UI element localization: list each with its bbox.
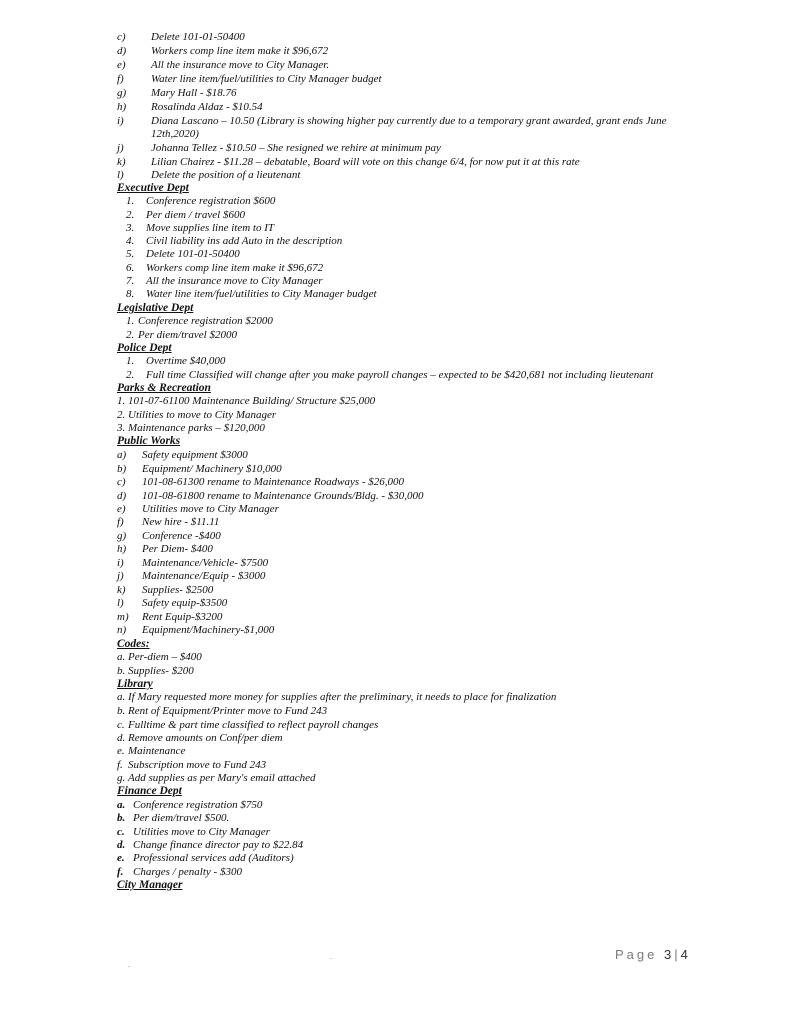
page-separator: | xyxy=(674,947,681,962)
section-heading: Legislative Dept xyxy=(117,302,194,314)
scan-speck xyxy=(128,966,130,967)
document-page: c) Delete 101-01-50400 d) Workers comp line item make it $96,672 e) All the insurance move to City Manager. f) Water line item/fuel/utilities to City Manager budget g) Mary Hall - $18.76 h) Rosalinda Aldaz - $10.54 i) Diana Lascano – 10.50 (Library is showing higher pay currently due to a temporary grant awarded, grant ends June 12th,2020) j) Johanna Tellez - $10.50 – She resigned we rehire at minimum pay k) Lilian Chairez - $11.28 – debatable, Board will vote on this change 6/4, for now put it at this rate l) Delete the position of a lieutenant Executive Dept 1. Conference registration $600 2. Per diem / travel $600 3. Move supplies line item to IT 4. Civil liability ins add Auto in the description 5. Delete 101-01-50400 6. Workers comp line item make it $96,672 7. All the insurance move to City Manager 8. Water line item/fuel/utilities to City Manager budget Legislative Dept 1. Conference registration $2000 2. Per diem/travel $2000 Police Dept 1. Overtime $40,000 2. Full time Classified will change after you make payroll changes – expected to be $420,681 not including lieutenant Parks & Recreation 1. 101-07-61100 Maintenance Building/ Structure $25,000 2. Utilities to move to City Manager 3. Maintenance parks – $120,000 Public Works a) Safety equipment $3000 b) Equipment/ Machinery $10,000 c) 101-08-61300 rename to Maintenance Roadways - $26,000 d) 101-08-61800 rename to Maintenance Grounds/Bldg. - $30,000 e) Utilities move to City Manager f) New hire - $11.11 g) Conference -$400 h) Per Diem- $400 i) Maintenance/Vehicle- $7500 j) Maintenance/Equip - $3000 k) Supplies- $2500 l) Safety equip-$3500 m) Rent Equip-$3200 n) Equipment/Machinery-$1,000 Codes: a. Per-diem – $400 b. Supplies- $200 Library a. If Mary requested more money for supplies after the preliminary, it needs to place for finalization b. Rent of Equipment/Printer move to Fund 243 c. Fulltime & part time classified to reflect payroll changes d. Remove amounts on Conf/per diem e. Maintenance f. Subscription move to Fund 243 g. Add supplies as per Mary's email attached Finance Dept a. Conference registration $750 b. Per diem/travel $500. c. Utilities move to City Manager d. Change finance director pay to $22.84 e. Professional services add (Auditors) f. Charges / penalty - $300 City Manager Page 3|4 xyxy=(0,0,791,1024)
section-heading: Finance Dept xyxy=(117,785,182,797)
section-heading: City Manager xyxy=(117,879,183,891)
current-page: 3 xyxy=(664,947,675,962)
section-heading: Parks & Recreation xyxy=(117,382,211,394)
page-word: Page xyxy=(615,947,658,962)
page-number xyxy=(615,947,691,962)
scan-speck xyxy=(330,958,332,959)
section-heading: Public Works xyxy=(117,435,181,447)
section-heading: Executive Dept xyxy=(117,182,189,194)
section-heading: Library xyxy=(117,678,153,690)
section-heading: Police Dept xyxy=(117,342,172,354)
total-pages: 4 xyxy=(680,947,691,962)
section-heading: Codes: xyxy=(117,638,150,650)
